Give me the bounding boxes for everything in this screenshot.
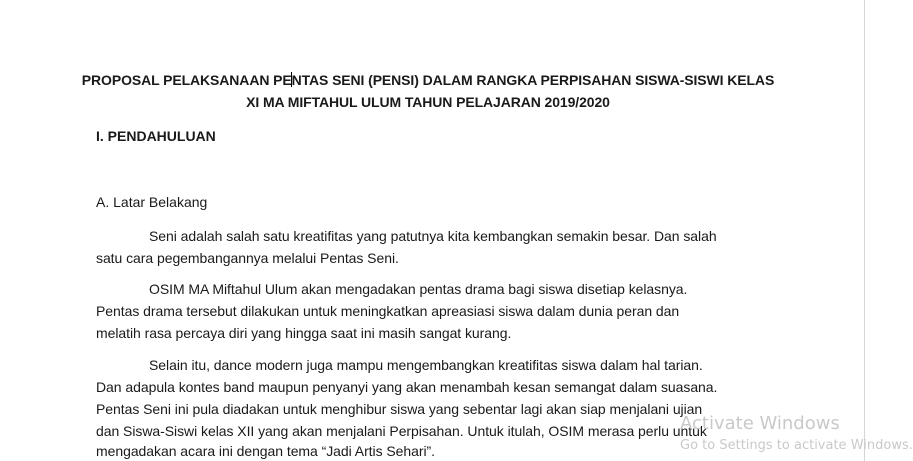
- subsection-heading: A. Latar Belakang: [96, 194, 208, 210]
- paragraph-3-line-1: Selain itu, dance modern juga mampu mengembangkan kreatifitas siswa dalam hal tarian.: [149, 357, 703, 373]
- title-text-part-2: NTAS SENI (PENSI) DALAM RANGKA PERPISAHAN SISWA-SISWI KELAS: [291, 72, 775, 88]
- section-heading: I. PENDAHULUAN: [96, 128, 216, 144]
- title-text-part-1: PROPOSAL PELAKSANAAN PE: [81, 72, 292, 88]
- paragraph-3-line-4: dan Siswa-Siswi kelas XII yang akan menjalani Perpisahan. Untuk itulah, OSIM merasa perlu untuk: [96, 423, 707, 439]
- document-title-line-1: [40, 72, 816, 88]
- activate-windows-watermark-subtitle: Go to Settings to activate Windows.: [680, 438, 913, 453]
- paragraph-2-line-3: melatih rasa percaya diri yang hingga saat ini masih sangat kurang.: [96, 325, 512, 341]
- paragraph-2-line-1: OSIM MA Miftahul Ulum akan mengadakan pentas drama bagi siswa disetiap kelasnya.: [149, 281, 688, 297]
- page-edge-divider: [864, 0, 865, 461]
- activate-windows-watermark-title: Activate Windows: [680, 413, 840, 434]
- paragraph-3-line-3: Pentas Seni ini pula diadakan untuk menghibur siswa yang sebentar lagi akan siap menjalani ujian: [96, 401, 703, 417]
- paragraph-1-line-1: Seni adalah salah satu kreatifitas yang patutnya kita kembangkan semakin besar. Dan salah: [149, 228, 717, 244]
- paragraph-3-line-2: Dan adapula kontes band maupun penyanyi yang akan menambah kesan semangat dalam suasana.: [96, 379, 718, 395]
- paragraph-1-line-2: satu cara pegembangannya melalui Pentas Seni.: [96, 250, 399, 266]
- paragraph-2-line-2: Pentas drama tersebut dilakukan untuk meningkatkan apreasiasi siswa dalam dunia peran dan: [96, 303, 680, 319]
- document-title-line-2: XI MA MIFTAHUL ULUM TAHUN PELAJARAN 2019/2020: [246, 94, 610, 110]
- paragraph-3-line-5: mengadakan acara ini dengan tema “Jadi Artis Sehari”.: [96, 443, 435, 459]
